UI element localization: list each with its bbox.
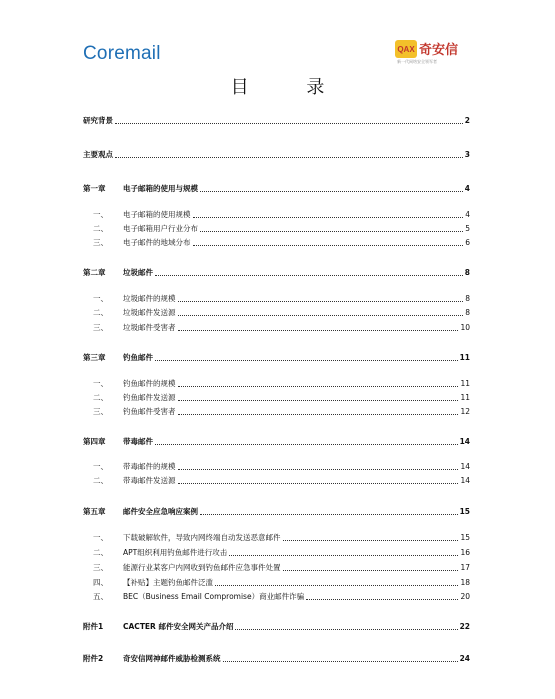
toc-entry-number: 第一章: [83, 184, 106, 193]
toc-leader-dots: [200, 230, 463, 232]
toc-entry-page: 11: [459, 353, 470, 362]
toc-entry-number: 第二章: [83, 268, 106, 277]
toc-leader-dots: [229, 554, 458, 556]
toc-leader-dots: [200, 513, 458, 515]
toc-entry-label: 钓鱼邮件的规模: [123, 379, 176, 388]
toc-leader-dots: [306, 598, 458, 600]
toc-entry-number: 五、: [93, 592, 108, 601]
toc-entry[interactable]: [83, 531, 470, 543]
toc-entry[interactable]: [83, 222, 470, 234]
toc-entry-page: 3: [464, 150, 470, 159]
toc-entry-label: 垃圾邮件: [123, 268, 153, 277]
toc-entry[interactable]: [83, 435, 470, 447]
toc-entry-page: 20: [460, 592, 470, 601]
toc-entry-label: BEC（Business Email Compromise）商业邮件诈骗: [123, 592, 305, 601]
toc-entry[interactable]: [83, 351, 470, 363]
qianxin-brand-text: 奇安信: [419, 43, 459, 58]
toc-entry-label: 邮件安全应急响应案例: [123, 507, 198, 516]
toc-leader-dots: [215, 584, 458, 586]
toc-entry[interactable]: [83, 590, 470, 602]
toc-entry-number: 一、: [93, 210, 108, 219]
toc-leader-dots: [155, 359, 458, 361]
toc-leader-dots: [223, 660, 458, 662]
toc-entry-number: 附件1: [83, 622, 104, 631]
toc-entry-label: 垃圾邮件的规模: [123, 294, 176, 303]
toc-entry[interactable]: [83, 546, 470, 558]
toc-entry-number: 一、: [93, 294, 108, 303]
toc-entry-page: 24: [459, 654, 470, 663]
toc-entry-number: 二、: [93, 393, 108, 402]
toc-leader-dots: [235, 628, 457, 630]
toc-entry-number: 一、: [93, 462, 108, 471]
toc-entry-page: 18: [460, 578, 470, 587]
toc-leader-dots: [115, 156, 463, 158]
toc-entry-label: 带毒邮件的规模: [123, 462, 176, 471]
toc-leader-dots: [200, 190, 463, 192]
toc-entry-number: 二、: [93, 308, 108, 317]
toc-entry[interactable]: [83, 377, 470, 389]
toc-entry-number: 主要观点: [83, 150, 113, 159]
toc-entry[interactable]: [83, 474, 470, 486]
toc-entry-page: 8: [465, 308, 470, 317]
toc-entry-number: 第四章: [83, 437, 106, 446]
toc-leader-dots: [178, 329, 459, 331]
toc-leader-dots: [178, 314, 464, 316]
toc-entry-label: 电子邮箱的使用规模: [123, 210, 191, 219]
toc-entry-page: 8: [464, 268, 470, 277]
toc-entry-page: 2: [464, 116, 470, 125]
toc-entry-label: 奇安信网神邮件威胁检测系统: [123, 654, 221, 663]
toc-entry-label: 带毒邮件发送源: [123, 476, 176, 485]
toc-entry-number: 三、: [93, 407, 108, 416]
toc-entry[interactable]: [83, 576, 470, 588]
toc-entry-number: 第五章: [83, 507, 106, 516]
toc-entry[interactable]: [83, 236, 470, 248]
toc-entry-label: 钓鱼邮件: [123, 353, 153, 362]
toc-entry-label: 电子邮件的地域分布: [123, 238, 191, 247]
toc-leader-dots: [155, 274, 463, 276]
toc-entry-page: 5: [465, 224, 470, 233]
toc-entry-page: 14: [459, 437, 470, 446]
toc-leader-dots: [193, 216, 464, 218]
toc-entry[interactable]: [83, 405, 470, 417]
toc-entry-page: 6: [465, 238, 470, 247]
toc-entry-number: 二、: [93, 476, 108, 485]
toc-entry-number: 一、: [93, 533, 108, 542]
toc-entry-page: 11: [460, 379, 470, 388]
toc-entry-number: 一、: [93, 379, 108, 388]
toc-entry-label: 垃圾邮件发送源: [123, 308, 176, 317]
toc-entry-number: 四、: [93, 578, 108, 587]
coremail-logo: Coremail: [83, 43, 161, 64]
toc-leader-dots: [155, 443, 458, 445]
toc-entry-number: 三、: [93, 238, 108, 247]
toc-leader-dots: [178, 482, 459, 484]
page-title: 目 录: [230, 77, 351, 98]
toc-entry-number: 二、: [93, 224, 108, 233]
toc-entry-page: 8: [465, 294, 470, 303]
toc-entry-page: 11: [460, 393, 470, 402]
toc-entry-page: 16: [460, 548, 470, 557]
toc-entry-page: 10: [460, 323, 470, 332]
toc-entry[interactable]: [83, 321, 470, 333]
toc-entry-page: 14: [460, 476, 470, 485]
toc-entry-page: 4: [464, 184, 470, 193]
toc-leader-dots: [178, 300, 464, 302]
toc-entry[interactable]: [83, 505, 470, 517]
toc-leader-dots: [283, 539, 459, 541]
toc-entry-label: 带毒邮件: [123, 437, 153, 446]
toc-entry-label: 下载破解软件，导致内网终端自动发送恶意邮件: [123, 533, 281, 542]
toc-entry[interactable]: [83, 114, 470, 126]
toc-entry-page: 15: [459, 507, 470, 516]
toc-entry-number: 第三章: [83, 353, 106, 362]
toc-entry-label: 垃圾邮件受害者: [123, 323, 176, 332]
toc-entry-label: 电子邮箱的使用与规模: [123, 184, 198, 193]
toc-entry[interactable]: [83, 292, 470, 304]
toc-entry-label: APT组织利用钓鱼邮件进行攻击: [123, 548, 228, 557]
toc-entry-page: 17: [460, 563, 470, 572]
toc-entry-label: 钓鱼邮件受害者: [123, 407, 176, 416]
toc-entry[interactable]: [83, 561, 470, 573]
toc-leader-dots: [178, 399, 459, 401]
toc-leader-dots: [115, 122, 463, 124]
toc-entry-label: 能源行业某客户内网收到钓鱼邮件应急事件处置: [123, 563, 281, 572]
toc-entry-label: 电子邮箱用户行业分布: [123, 224, 198, 233]
toc-entry[interactable]: [83, 652, 470, 664]
toc-entry[interactable]: [83, 208, 470, 220]
toc-entry-page: 15: [460, 533, 470, 542]
toc-entry-label: 钓鱼邮件发送源: [123, 393, 176, 402]
toc-entry-number: 三、: [93, 323, 108, 332]
qianxin-badge-icon: QAX: [395, 40, 417, 58]
toc-leader-dots: [283, 569, 459, 571]
toc-entry-page: 22: [459, 622, 470, 631]
toc-entry[interactable]: [83, 182, 470, 194]
toc-entry[interactable]: [83, 306, 470, 318]
toc-leader-dots: [193, 244, 464, 246]
toc-entry-label: 【补贴】主题钓鱼邮件泛滥: [123, 578, 213, 587]
toc-leader-dots: [178, 468, 459, 470]
toc-entry[interactable]: [83, 148, 470, 160]
toc-entry-label: CACTER 邮件安全网关产品介绍: [123, 622, 234, 631]
qianxin-tagline: 新一代网络安全领军者: [397, 59, 437, 64]
toc-leader-dots: [178, 385, 459, 387]
toc-entry[interactable]: [83, 391, 470, 403]
toc-entry-number: 研究背景: [83, 116, 113, 125]
toc-entry[interactable]: [83, 460, 470, 472]
qianxin-logo: [395, 38, 475, 66]
toc-entry-page: 14: [460, 462, 470, 471]
toc-entry[interactable]: [83, 620, 470, 632]
toc-entry-number: 三、: [93, 563, 108, 572]
toc-entry[interactable]: [83, 266, 470, 278]
toc-entry-page: 12: [460, 407, 470, 416]
toc-leader-dots: [178, 413, 459, 415]
toc-entry-number: 附件2: [83, 654, 104, 663]
toc-entry-number: 二、: [93, 548, 108, 557]
toc-entry-page: 4: [465, 210, 470, 219]
